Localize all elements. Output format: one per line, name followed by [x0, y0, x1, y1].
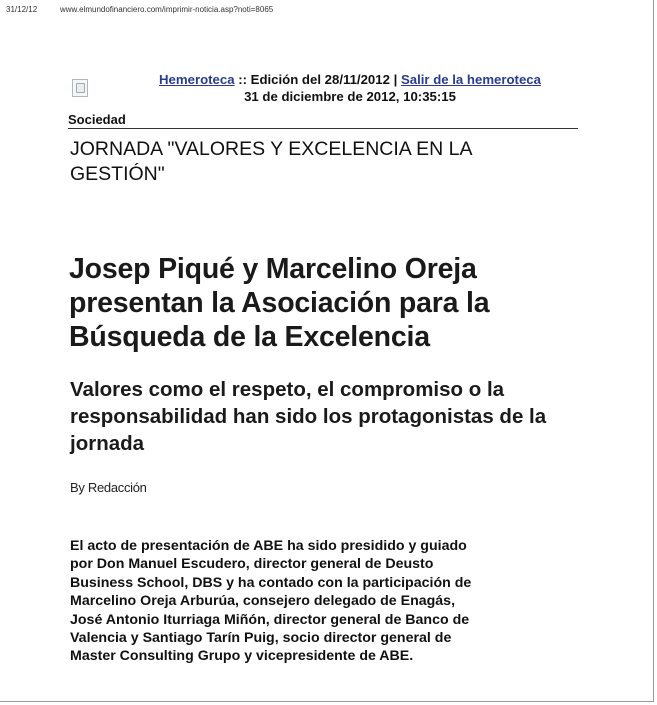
broken-image-icon: [72, 79, 88, 97]
article-kicker: [70, 137, 590, 187]
headline-line: Búsqueda de la Excelencia: [69, 321, 430, 353]
body-line: por Don Manuel Escudero, director general de Deusto: [70, 556, 434, 573]
kicker-line: GESTIÓN": [70, 163, 165, 185]
body-line: Marcelino Oreja Arburúa, consejero delegado de Enagás,: [70, 593, 456, 610]
body-line: Valencia y Santiago Tarín Puig, socio director general de: [70, 630, 452, 647]
section-label: Sociedad: [68, 112, 578, 129]
kicker-line: JORNADA "VALORES Y EXCELENCIA EN LA: [70, 138, 473, 160]
edition-text: :: Edición del 28/11/2012 |: [234, 72, 401, 87]
subheadline-line: Valores como el respeto, el compromiso o la: [70, 378, 505, 401]
exit-hemeroteca-link[interactable]: Salir de la hemeroteca: [400, 72, 541, 87]
article-byline: By Redacción: [70, 480, 147, 495]
subheadline-line: responsabilidad han sido los protagonistas de la: [70, 405, 547, 428]
top-nav: [100, 71, 600, 105]
body-line: El acto de presentación de ABE ha sido presidido y guiado: [70, 538, 467, 554]
print-date: 31/12/12: [6, 5, 38, 14]
article-subheadline: [70, 376, 610, 457]
print-url: www.elmundofinanciero.com/imprimir-noticia.asp?noti=8065: [60, 5, 274, 14]
print-timestamp: 31 de diciembre de 2012, 10:35:15: [244, 89, 456, 104]
article-headline: [69, 252, 569, 354]
headline-line: presentan la Asociación para la: [69, 287, 490, 319]
body-line: José Antonio Iturriaga Miñón, director general de Banco de: [70, 611, 470, 628]
hemeroteca-link[interactable]: Hemeroteca: [159, 72, 235, 87]
headline-line: Josep Piqué y Marcelino Oreja: [69, 253, 477, 285]
edition-line: [100, 71, 600, 88]
subheadline-line: jornada: [70, 432, 145, 455]
body-line: Master Consulting Grupo y vicepresidente de ABE.: [70, 648, 414, 665]
article-body: [70, 537, 610, 666]
body-line: Business School, DBS y ha contado con la participación de: [70, 574, 472, 591]
